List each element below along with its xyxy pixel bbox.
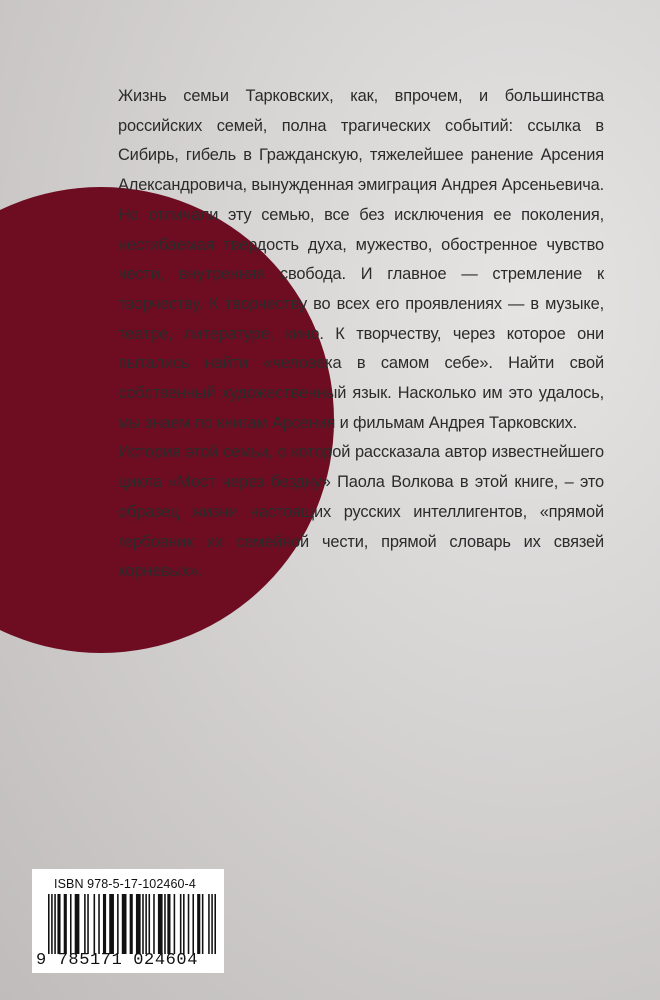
barcode-bar: [57, 894, 60, 954]
barcode-bar: [130, 894, 133, 954]
barcode-bar: [202, 894, 204, 954]
barcode-bar: [211, 894, 213, 954]
barcode-bar: [174, 894, 176, 954]
annotation-paragraph-1: Жизнь семьи Тарковских, как, впрочем, и большинства российских семей, полна трагических событий: ссылка в Сибирь, гибель в Гражданскую, тяжелейшее ранение Арсения Александровича, вынужденная эмиграция Андрея Арсеньевича. Но отличали эту семью, все без исключения ее поколения, несгибаемая твердость духа, мужество, обостренное чувство чести, внутренняя свобода. И главное — стремление к творчеству. К творчеству во всех его проявлениях — в музыке, театре, литературе, кино. К творчеству, через которое они пытались найти «человека в самом себе». Найти свой собственный художественный язык. Насколько им это удалось, мы знаем по книгам Арсения и фильмам Андрея Тарковских.: [118, 87, 604, 432]
barcode-bar: [87, 894, 89, 954]
barcode-bar: [54, 894, 56, 954]
barcode-bar: [48, 894, 50, 954]
barcode-bar: [142, 894, 144, 954]
barcode-bar: [103, 894, 106, 954]
annotation-paragraph-2: История этой семьи, о которой рассказала автор известнейшего цикла «Мост через бездну» Паола Волкова в этой книге, – это образец жизни настоящих русских интеллигентов, «прямой гербовник их семейной чести, прямой словарь их связей корневых».: [118, 443, 604, 581]
barcode-bar: [136, 894, 141, 954]
barcode-bar: [192, 894, 194, 954]
barcode-bar: [117, 894, 119, 954]
barcode-bar: [180, 894, 182, 954]
barcode-bar: [148, 894, 150, 954]
barcode-bar: [51, 894, 53, 954]
barcode-bar: [84, 894, 86, 954]
barcode-digits: 9 785171 024604: [36, 951, 199, 970]
barcode-bar: [197, 894, 200, 954]
barcode-bar: [64, 894, 67, 954]
barcode-bar: [70, 894, 72, 954]
barcode-bar: [122, 894, 127, 954]
barcode-bar: [167, 894, 170, 954]
barcode-bar: [98, 894, 100, 954]
barcode-bar: [94, 894, 96, 954]
barcode-bar: [153, 894, 155, 954]
barcode-bar: [75, 894, 80, 954]
barcode-bar: [145, 894, 147, 954]
barcode-bar: [164, 894, 166, 954]
isbn-label: ISBN 978-5-17-102460-4: [54, 877, 196, 891]
barcode-bar: [214, 894, 216, 954]
annotation-text: [118, 82, 604, 587]
barcode-bar: [109, 894, 114, 954]
barcode-bar: [158, 894, 163, 954]
barcode-bar: [183, 894, 185, 954]
barcode-bar: [188, 894, 190, 954]
barcode-block: [32, 869, 224, 973]
barcode-bars: [48, 894, 216, 954]
barcode-bar: [208, 894, 210, 954]
